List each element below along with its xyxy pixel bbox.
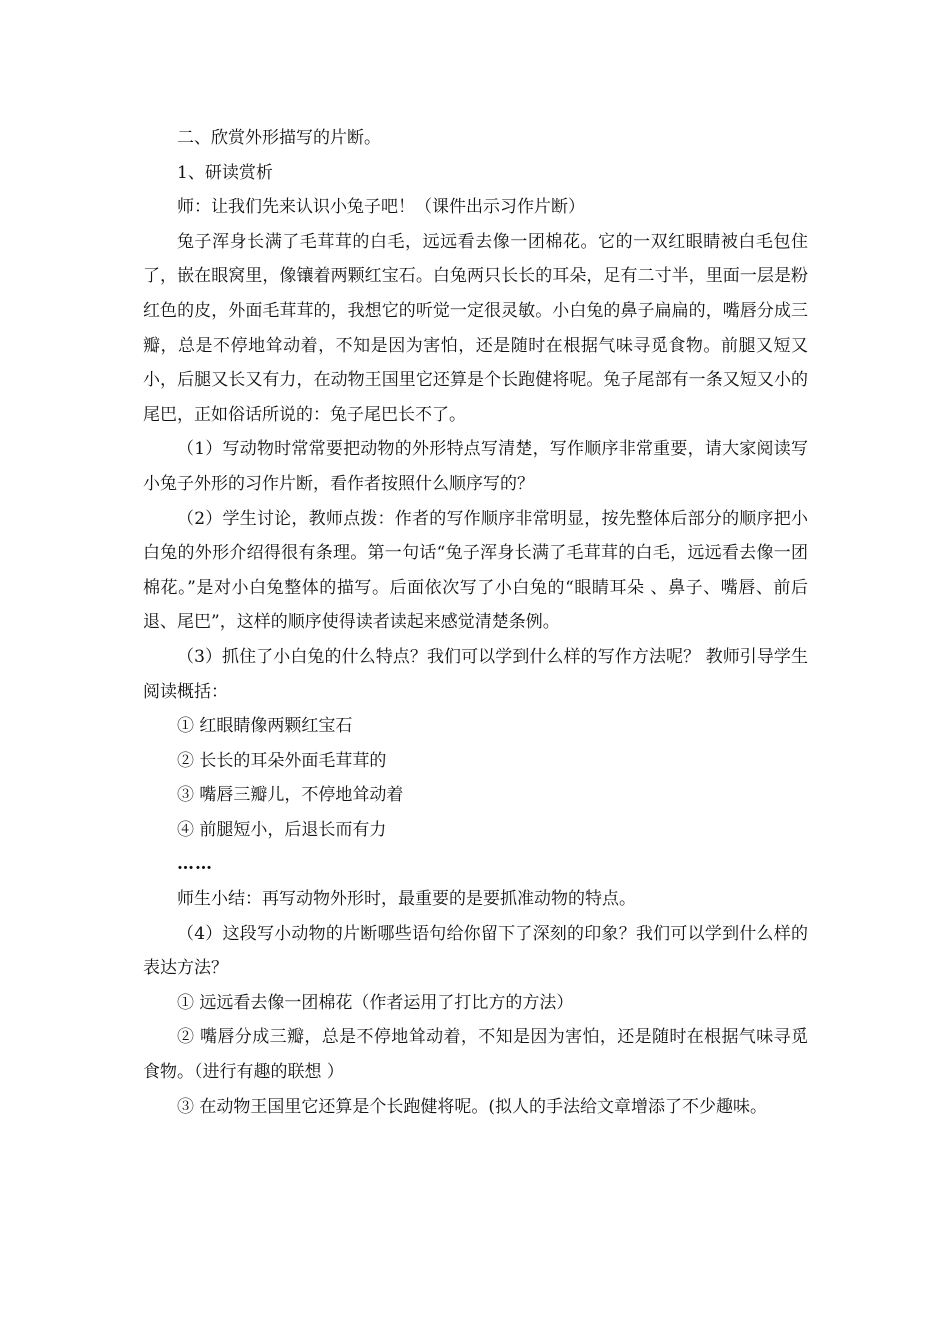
ellipsis: ……: [177, 854, 213, 875]
list-item: ② 嘴唇分成三瓣，总是不停地耸动着，不知是因为害怕，还是随时在根据气味寻觅食物。（进行有趣的联想 ）: [143, 1027, 808, 1083]
question-3: （3）抓住了小白兔的什么特点？我们可以学到什么样的写作方法呢？ 教师引导学生阅读概括：: [143, 646, 808, 702]
list-item: ④ 前腿短小，后退长而有力: [177, 819, 387, 840]
document-body: [143, 121, 808, 1124]
list-item: ① 红眼睛像两颗红宝石: [177, 716, 353, 737]
list-item: ② 长长的耳朵外面毛茸茸的: [177, 750, 387, 771]
excerpt-paragraph: 兔子浑身长满了毛茸茸的白毛，远远看去像一团棉花。它的一双红眼睛被白毛包住了，嵌在眼窝里，像镶着两颗红宝石。白兔两只长长的耳朵，足有二寸半，里面一层是粉红色的皮，外面毛茸茸的，我想它的听觉一定很灵敏。小白兔的鼻子扁扁的，嘴唇分成三瓣，总是不停地耸动着，不知是因为害怕，还是随时在根据气味寻觅食物。前腿又短又小，后腿又长又有力，在动物王国里它还算是个长跑健将呢。兔子尾部有一条又短又小的尾巴，正如俗话所说的：兔子尾巴长不了。: [143, 231, 808, 425]
question-4: （4）这段写小动物的片断哪些语句给你留下了深刻的印象？我们可以学到什么样的表达方法？: [143, 923, 808, 979]
question-1: （1）写动物时常常要把动物的外形特点写清楚，写作顺序非常重要，请大家阅读写小兔子外形的习作片断，看作者按照什么顺序写的？: [143, 439, 808, 494]
section-heading: 二、欣赏外形描写的片断。: [177, 128, 381, 148]
teacher-intro: 师：让我们先来认识小兔子吧！（课件出示习作片断）: [177, 197, 585, 218]
question-2: （2）学生讨论，教师点拨：作者的写作顺序非常明显，按先整体后部分的顺序把小白兔的外形介绍得很有条理。第一句话“兔子浑身长满了毛茸茸的白毛，远远看去像一团棉花。”是对小白兔整体的描写。后面依次写了小白兔的“眼睛耳朵 、鼻子、嘴唇、前后退、尾巴”，这样的顺序使得读者读起来感觉清楚条例。: [143, 508, 808, 633]
subsection-heading: 1、研读赏析: [177, 162, 273, 183]
list-item: ③ 在动物王国里它还算是个长跑健将呢。(拟人的手法给文章增添了不少趣味。: [177, 1096, 768, 1117]
list-item: ③ 嘴唇三瓣儿，不停地耸动着: [177, 785, 404, 806]
summary: 师生小结：再写动物外形时，最重要的是要抓准动物的特点。: [177, 889, 636, 910]
list-item: ① 远远看去像一团棉花（作者运用了打比方的方法）: [177, 992, 574, 1013]
